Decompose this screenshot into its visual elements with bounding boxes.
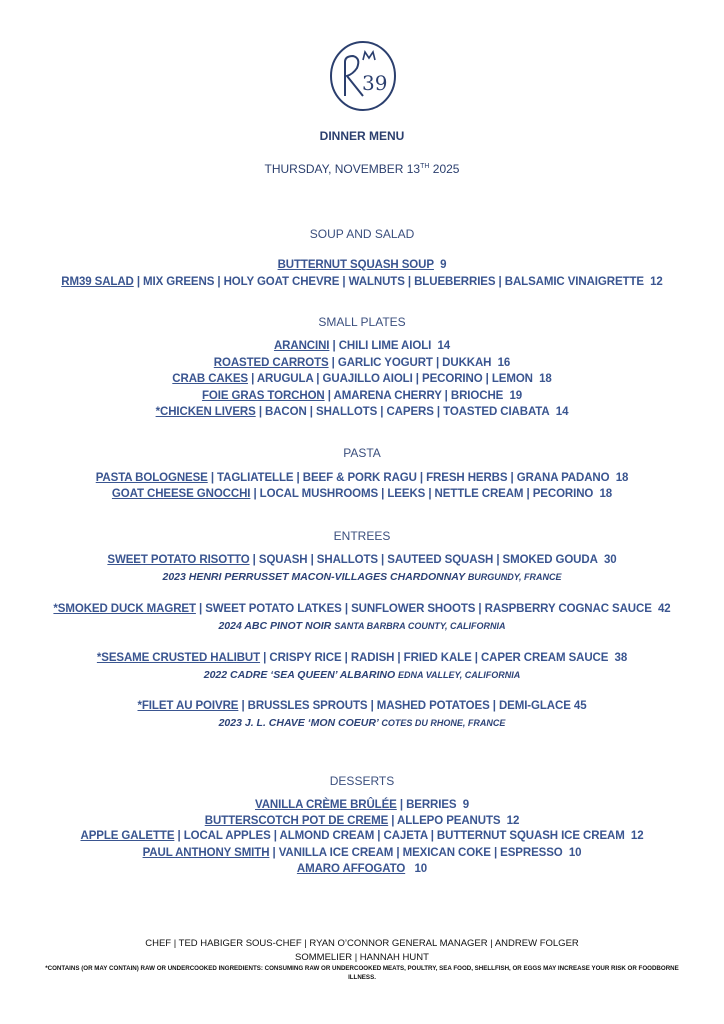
svg-text:39: 39 [362,71,388,95]
staff-credits: CHEF | TED HABIGER SOUS-CHEF | RYAN O’CONNOR GENERAL MANAGER | ANDREW FOLGER [145,938,579,949]
food-safety-disclaimer: *CONTAINS (OR MAY CONTAIN) RAW OR UNDERCOOKED INGREDIENTS: CONSUMING RAW OR UNDERCOOKED MEATS, POULTRY, SEA FOOD, SHELLFISH, OR EGGS MAY INCREASE YOUR RISK OR FOODBORNE ILLNESS. [45,965,679,981]
menu-item: PAUL ANTHONY SMITH | VANILLA ICE CREAM | MEXICAN COKE | ESPRESSO 10 [142,847,582,859]
section-title-entrees: ENTREES [333,529,391,543]
section-title-soup: SOUP AND SALAD [309,227,415,241]
wine-pairing: 2022 CADRE ‘SEA QUEEN’ ALBARINO EDNA VALLEY, CALIFORNIA [203,669,521,681]
menu-item: PASTA BOLOGNESE | TAGLIATELLE | BEEF & PORK RAGU | FRESH HERBS | GRANA PADANO 18 [95,472,629,484]
wine-pairing: 2023 HENRI PERRUSSET MACON-VILLAGES CHARDONNAY BURGUNDY, FRANCE [162,571,562,583]
wine-pairing: 2024 ABC PINOT NOIR SANTA BARBRA COUNTY, CALIFORNIA [218,620,506,632]
wine-pairing: 2023 J. L. CHAVE ‘MON COEUR’ COTES DU RHONE, FRANCE [218,717,506,729]
menu-item: BUTTERNUT SQUASH SOUP 9 [277,259,447,271]
menu-item: *SMOKED DUCK MAGRET | SWEET POTATO LATKES | SUNFLOWER SHOOTS | RASPBERRY COGNAC SAUCE 42 [53,603,671,615]
menu-item: SWEET POTATO RISOTTO | SQUASH | SHALLOTS | SAUTEED SQUASH | SMOKED GOUDA 30 [107,554,617,566]
menu-title: DINNER MENU [319,129,405,143]
menu-item: GOAT CHEESE GNOCCHI | LOCAL MUSHROOMS | LEEKS | NETTLE CREAM | PECORINO 18 [111,488,613,500]
menu-item: ARANCINI | CHILI LIME AIOLI 14 [273,340,451,352]
menu-item: *CHICKEN LIVERS | BACON | SHALLOTS | CAPERS | TOASTED CIABATA 14 [155,406,569,418]
menu-date: THURSDAY, NOVEMBER 13TH 2025 [264,162,460,176]
menu-item: FOIE GRAS TORCHON | AMARENA CHERRY | BRIOCHE 19 [201,390,523,402]
menu-item: *FILET AU POIVRE | BRUSSLES SPROUTS | MASHED POTATOES | DEMI-GLACE 45 [137,700,587,712]
rm39-logo [329,40,397,112]
section-title-small-plates: SMALL PLATES [318,315,406,329]
sommelier-credit: SOMMELIER | HANNAH HUNT [295,952,429,963]
menu-item: RM39 SALAD | MIX GREENS | HOLY GOAT CHEVRE | WALNUTS | BLUEBERRIES | BALSAMIC VINAIGRETTE 12 [61,276,663,288]
menu-item: AMARO AFFOGATO 10 [296,863,428,875]
menu-item: APPLE GALETTE | LOCAL APPLES | ALMOND CREAM | CAJETA | BUTTERNUT SQUASH ICE CREAM 12 [80,830,644,842]
menu-item: VANILLA CRÈME BRÛLÉE | BERRIES 9 [255,799,469,811]
menu-item: ROASTED CARROTS | GARLIC YOGURT | DUKKAH 16 [213,357,511,369]
menu-item: BUTTERSCOTCH POT DE CREME | ALLEPO PEANUTS 12 [204,815,520,827]
menu-item: CRAB CAKES | ARUGULA | GUAJILLO AIOLI | PECORINO | LEMON 18 [172,373,552,385]
section-title-desserts: DESSERTS [329,774,395,788]
menu-item: *SESAME CRUSTED HALIBUT | CRISPY RICE | RADISH | FRIED KALE | CAPER CREAM SAUCE 38 [96,652,628,664]
section-title-pasta: PASTA [343,446,381,460]
